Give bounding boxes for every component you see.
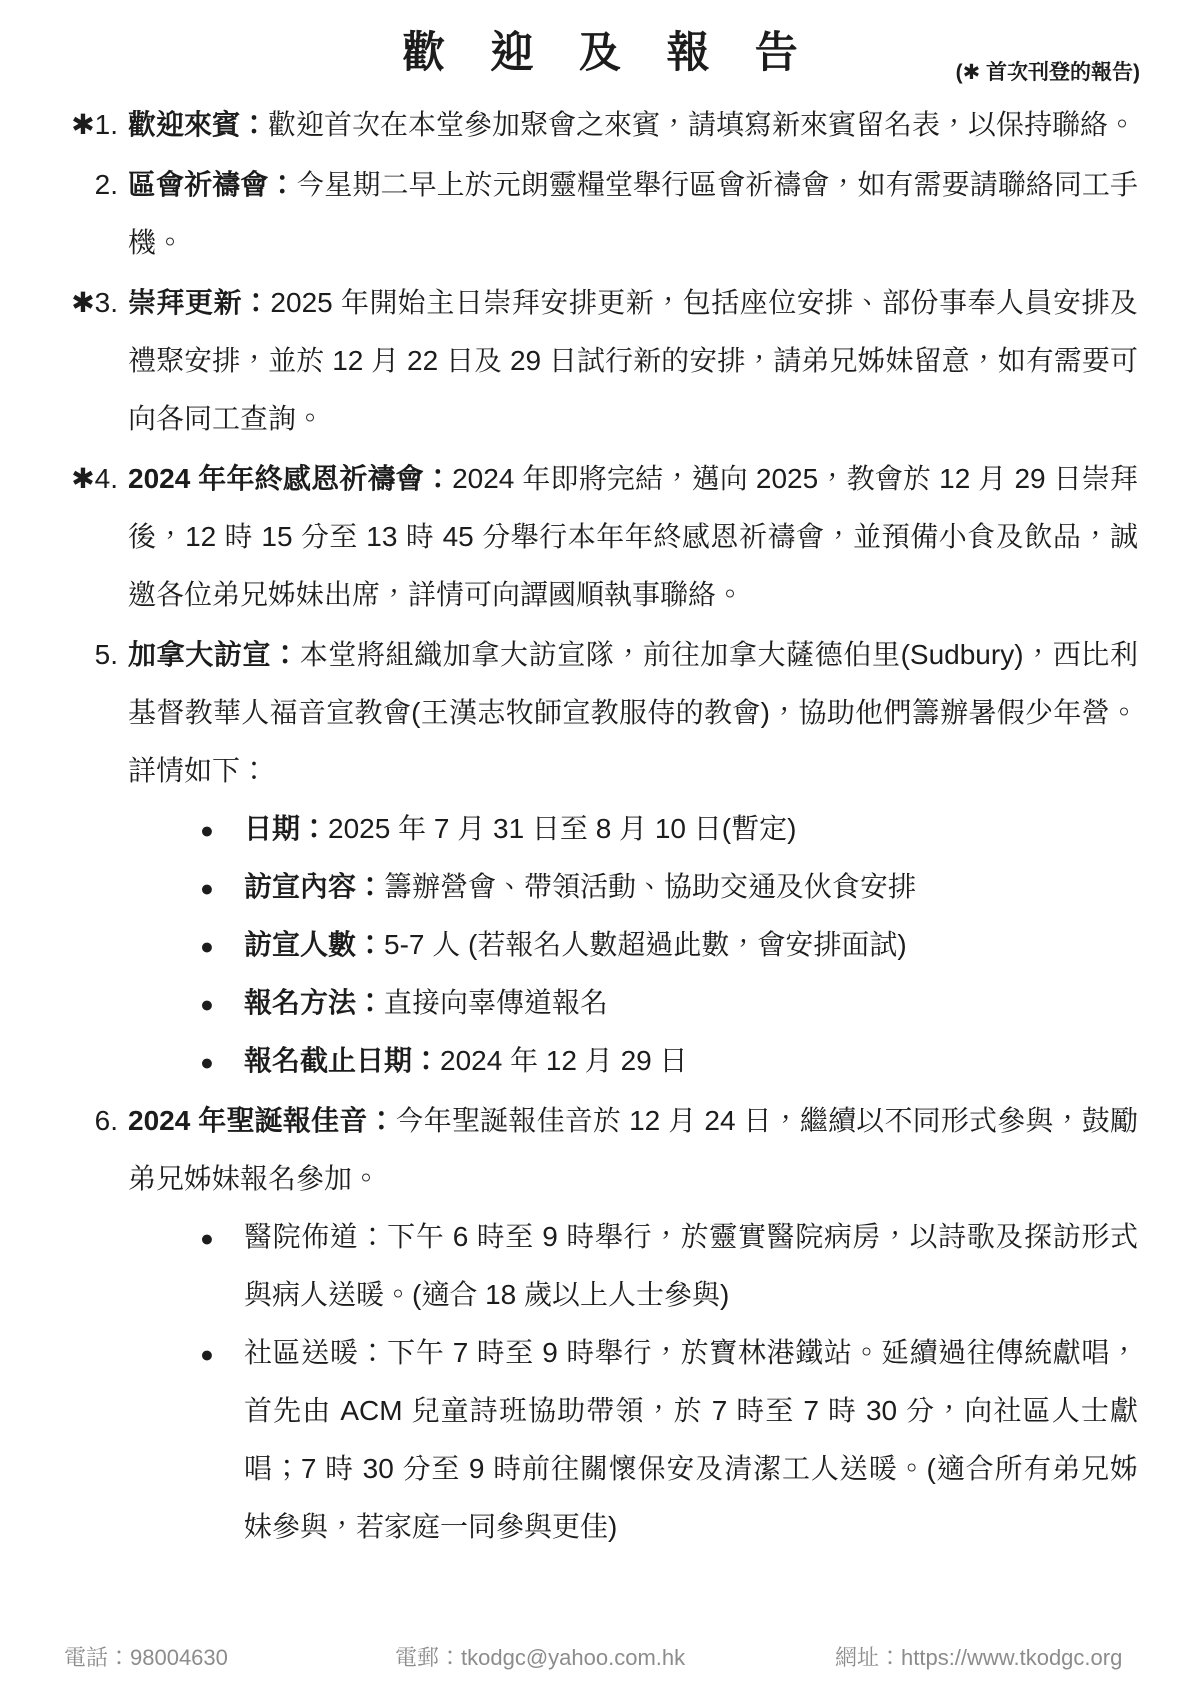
announcement-item-5 [62, 626, 1138, 1090]
item-marker: ✱4. [71, 463, 118, 494]
bullet-icon: ● [200, 875, 214, 901]
bullet-icon: ● [200, 933, 214, 959]
item-body: 歡迎首次在本堂參加聚會之來賓，請填寫新來賓留名表，以保持聯絡。 [268, 109, 1137, 140]
bullet-icon: ● [200, 1049, 214, 1075]
bullet-icon: ● [200, 1225, 214, 1251]
item-heading: 崇拜更新： [128, 287, 271, 318]
item-marker: 6. [94, 1105, 118, 1136]
bullet-text: 2024 年 12 月 29 日 [440, 1045, 688, 1076]
item-marker: ✱1. [71, 109, 118, 140]
item-body: 本堂將組織加拿大訪宣隊，前往加拿大薩德伯里(Sudbury)，西比利基督教華人福音宣教會(王漢志牧師宣教服侍的教會)，協助他們籌辦暑假少年營。詳情如下： [128, 639, 1138, 786]
footer-phone: 電話：98004630 [64, 1645, 228, 1670]
bullet-text: 籌辦營會、帶領活動、協助交通及伙食安排 [384, 871, 917, 902]
first-publication-note: (✱ 首次刊登的報告) [955, 61, 1140, 84]
announcement-item-3 [62, 274, 1138, 448]
bullet-label: 訪宣人數： [244, 929, 385, 960]
bullet-label: 訪宣內容： [244, 871, 385, 902]
announcement-item-6 [62, 1092, 1138, 1556]
announcement-item-2 [62, 156, 1138, 272]
bullet-label: 日期： [244, 813, 329, 844]
bullet-icon: ● [200, 1341, 214, 1367]
item-body: 今年聖誕報佳音於 12 月 24 日，繼續以不同形式參與，鼓勵弟兄姊妹報名參加。 [128, 1105, 1138, 1194]
bullet-text: 2025 年 7 月 31 日至 8 月 10 日(暫定) [328, 813, 797, 844]
contact-footer [0, 1641, 1200, 1671]
mission-headcount-bullet [128, 916, 1138, 974]
bullet-icon: ● [200, 817, 214, 843]
item-marker: 5. [94, 639, 118, 670]
bullet-icon: ● [200, 991, 214, 1017]
item-heading: 2024 年年終感恩祈禱會： [128, 463, 453, 494]
item-marker: 2. [94, 169, 118, 200]
community-caroling-bullet [128, 1324, 1138, 1556]
mission-deadline-bullet [128, 1032, 1138, 1090]
title-row [62, 18, 1138, 88]
bullet-text: 醫院佈道：下午 6 時至 9 時舉行，於靈實醫院病房，以詩歌及探訪形式與病人送暖。(適合 18 歲以上人士參與) [244, 1221, 1138, 1310]
bullet-text: 直接向辜傳道報名 [384, 987, 609, 1018]
item-heading: 2024 年聖誕報佳音： [128, 1105, 396, 1136]
mission-content-bullet [128, 858, 1138, 916]
item-body: 2024 年即將完結，邁向 2025，教會於 12 月 29 日崇拜後，12 時 15 分至 13 時 45 分舉行本年年終感恩祈禱會，並預備小食及飲品，誠邀各位弟兄姊妹出席，詳情可向譚國順執事聯絡。 [128, 463, 1138, 610]
item-heading: 歡迎來賓： [128, 109, 269, 140]
bullet-text: 5-7 人 (若報名人數超過此數，會安排面試) [384, 929, 907, 960]
mission-date-bullet [128, 800, 1138, 858]
mission-signup-bullet [128, 974, 1138, 1032]
bullet-text: 社區送暖：下午 7 時至 9 時舉行，於寶林港鐵站。延續過往傳統獻唱，首先由 ACM 兒童詩班協助帶領，於 7 時至 7 時 30 分，向社區人士獻唱；7 時 30 分至 9 時前往關懷保安及清潔工人送暖。(適合所有弟兄姊妹參與，若家庭一同參與更佳) [244, 1337, 1138, 1542]
item-heading: 加拿大訪宣： [128, 639, 300, 670]
page-title: 歡迎及報告 [402, 29, 843, 77]
footer-email: 電郵：tkodgc@yahoo.com.hk [395, 1645, 686, 1670]
footer-website: 網址：https://www.tkodgc.org [835, 1645, 1123, 1670]
announcement-item-4 [62, 450, 1138, 624]
bullet-label: 報名方法： [244, 987, 385, 1018]
item-marker: ✱3. [71, 287, 118, 318]
hospital-caroling-bullet [128, 1208, 1138, 1324]
item-body: 今星期二早上於元朗靈糧堂舉行區會祈禱會，如有需要請聯絡同工手機。 [128, 169, 1138, 258]
item-heading: 區會祈禱會： [128, 169, 297, 200]
announcement-item-1 [62, 96, 1138, 154]
item-body: 2025 年開始主日崇拜安排更新，包括座位安排、部份事奉人員安排及禮聚安排，並於 12 月 22 日及 29 日試行新的安排，請弟兄姊妹留意，如有需要可向各同工查詢。 [128, 287, 1138, 434]
bullet-label: 報名截止日期： [244, 1045, 441, 1076]
